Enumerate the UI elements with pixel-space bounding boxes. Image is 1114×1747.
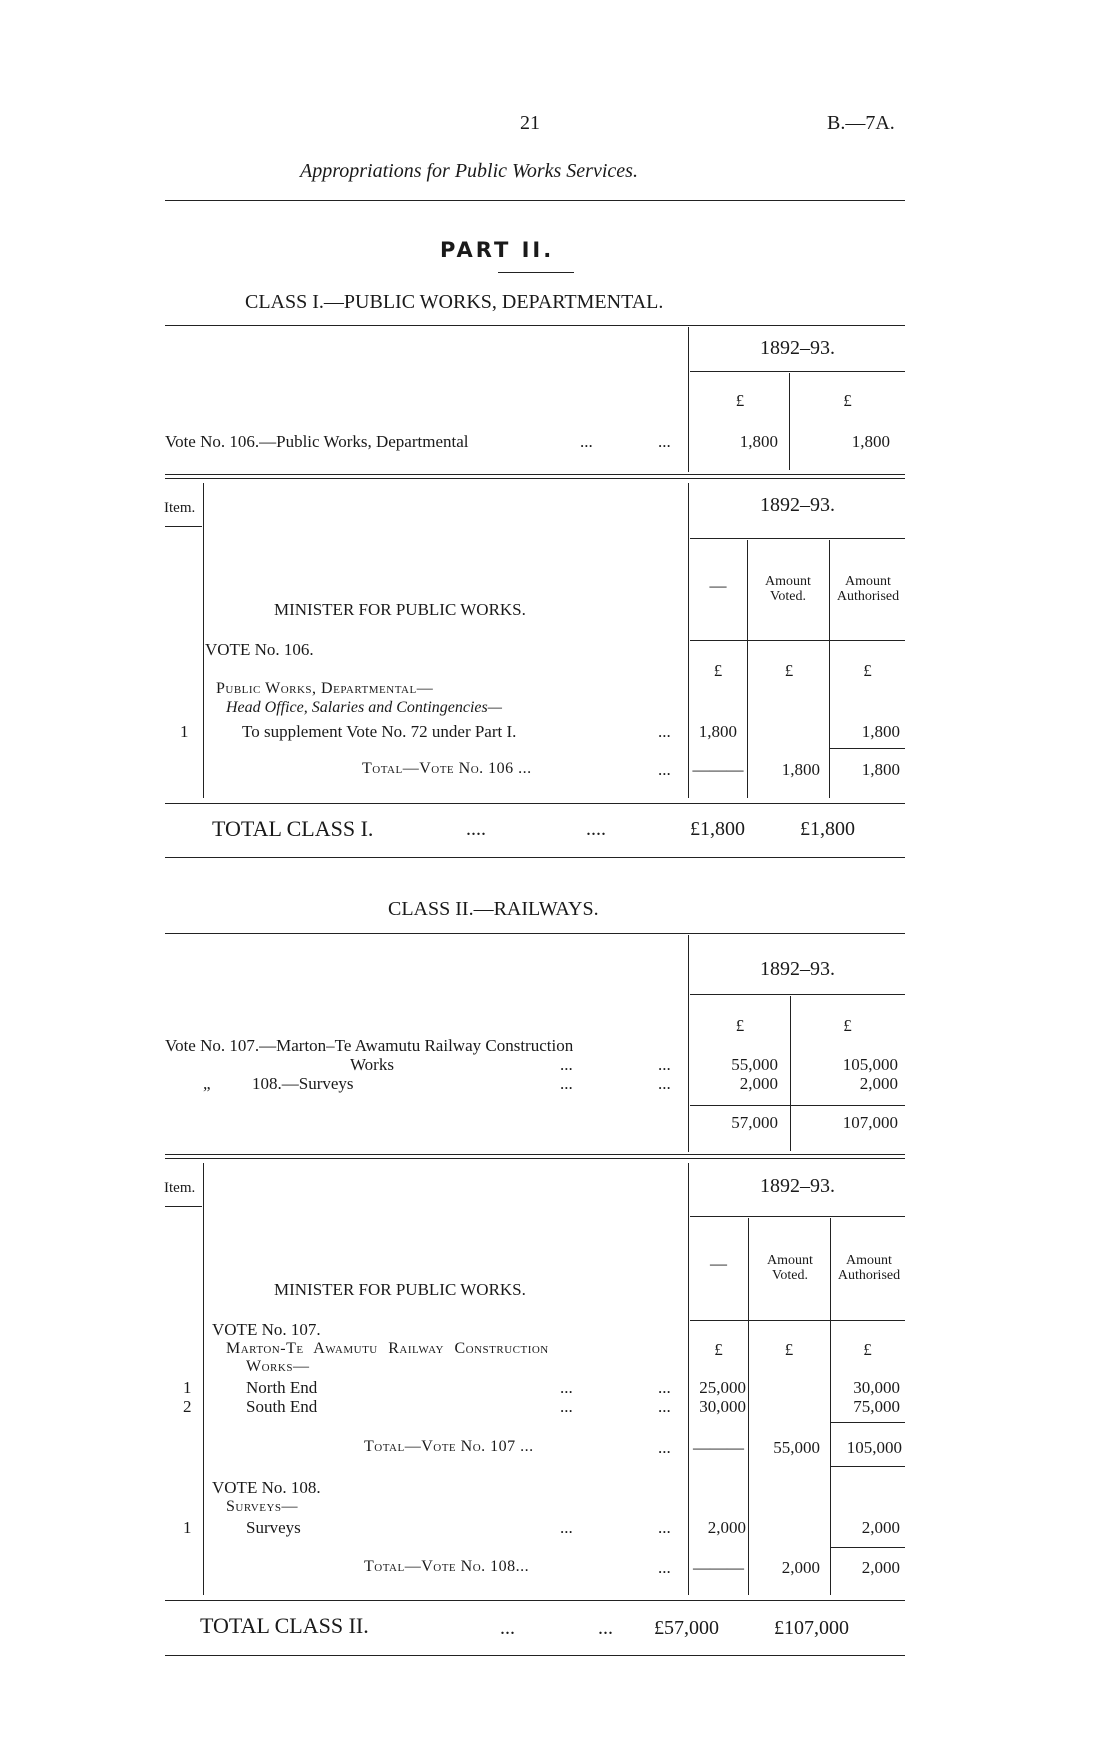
amount-value: 1,800 <box>861 760 900 779</box>
class2-summary-line2: 108.—Surveys <box>252 1074 354 1093</box>
class2-summary-bottom-rule <box>165 1154 905 1159</box>
page-number: 21 <box>520 112 540 134</box>
amount-value: 2,000 <box>861 1558 900 1577</box>
class1-summary-top-rule <box>165 325 905 326</box>
item-description: To supplement Vote No. 72 under Part I. <box>242 722 517 741</box>
amount-column-divider <box>688 483 689 798</box>
column-header-dash: — <box>709 576 727 595</box>
part-underline <box>498 272 574 273</box>
item-number: 1 <box>180 722 189 741</box>
item-header-rule <box>165 1206 202 1207</box>
summary-year-rule <box>690 371 905 372</box>
leader-dots: ... <box>658 1397 671 1416</box>
column-header-amount-authorised: Amount Authorised <box>836 574 900 604</box>
pound-symbol: £ <box>843 391 852 410</box>
class1-summary-label: Vote No. 106.—Public Works, Departmental <box>165 432 469 451</box>
column-header-amount-authorised: Amount Authorised <box>837 1253 901 1283</box>
pound-symbol: £ <box>784 661 794 680</box>
header-rule <box>165 200 905 201</box>
class2-summary-line1: Vote No. 107.—Marton–Te Awamutu Railway Construction <box>165 1036 574 1055</box>
amount-value: 2,000 <box>707 1518 746 1537</box>
total-rule <box>830 1466 905 1467</box>
class2-total-value: £107,000 <box>774 1617 849 1639</box>
pound-symbol: £ <box>843 1016 852 1035</box>
amount-value: 25,000 <box>699 1378 746 1397</box>
item-number: 2 <box>183 1397 192 1416</box>
amount-value: 30,000 <box>853 1378 900 1397</box>
leader-dots: ... <box>580 432 593 451</box>
summary-value: 1,800 <box>739 432 778 451</box>
amount-column-divider <box>688 1163 689 1595</box>
document-reference: B.—7A. <box>827 112 895 134</box>
pound-symbol: £ <box>713 661 723 680</box>
ditto-mark: „ <box>203 1074 211 1093</box>
class2-title: CLASS II.—RAILWAYS. <box>388 898 599 920</box>
summary-sum: 57,000 <box>731 1113 778 1132</box>
class2-summary-year: 1892–93. <box>760 958 835 980</box>
pound-symbol: £ <box>714 1340 723 1359</box>
page-subtitle: Appropriations for Public Works Services. <box>300 160 638 182</box>
leader-dots: ... <box>658 1438 671 1457</box>
item-column-header: Item. <box>164 500 196 516</box>
leader-dots: ... <box>598 1617 613 1639</box>
vote-total-label: Total—Vote No. 106 ... <box>362 760 532 777</box>
summary-year-rule <box>690 994 905 995</box>
column-header-amount-voted: Amount Voted. <box>767 1253 813 1283</box>
pound-symbol: £ <box>735 391 745 410</box>
amount-value: 1,800 <box>781 760 820 779</box>
class2-detail-year: 1892–93. <box>760 1175 835 1197</box>
leader-dots: ... <box>560 1378 573 1397</box>
detail-col-divider-1 <box>748 1218 749 1595</box>
item-description: South End <box>246 1397 318 1416</box>
leader-dots: ... <box>658 1558 671 1577</box>
item-number: 1 <box>183 1378 192 1397</box>
vote-total-label: Total—Vote No. 107 ... <box>364 1438 534 1455</box>
pound-symbol: £ <box>863 1340 872 1359</box>
summary-value: 105,000 <box>842 1055 898 1074</box>
class2-detail-bottom-rule <box>165 1600 905 1601</box>
class1-total-rule <box>165 857 905 858</box>
minister-heading: MINISTER FOR PUBLIC WORKS. <box>274 1280 526 1299</box>
pound-symbol: £ <box>735 1016 745 1035</box>
summary-col-divider <box>789 373 790 470</box>
item-header-rule <box>165 526 202 527</box>
vote-heading: Public Works, Departmental— <box>216 680 434 697</box>
leader-dots: ... <box>658 760 671 779</box>
item-description: North End <box>246 1378 318 1397</box>
total-rule <box>830 1422 905 1423</box>
vote-subheading: Head Office, Salaries and Contingencies— <box>226 699 502 716</box>
total-dash: ——— <box>693 1438 744 1457</box>
class1-title: CLASS I.—PUBLIC WORKS, DEPARTMENTAL. <box>245 291 664 313</box>
summary-divider <box>688 935 689 1152</box>
class2-total-label: TOTAL CLASS II. <box>200 1613 369 1638</box>
item-column-divider <box>203 483 204 798</box>
amount-value: 75,000 <box>853 1397 900 1416</box>
item-column-divider <box>203 1163 204 1595</box>
leader-dots: ... <box>560 1055 573 1074</box>
leader-dots: ... <box>658 722 671 741</box>
total-dash: ——— <box>693 1558 744 1577</box>
leader-dots: ... <box>658 432 671 451</box>
class1-total-value: £1,800 <box>800 818 855 840</box>
leader-dots: ... <box>500 1617 515 1639</box>
vote-total-label: Total—Vote No. 108... <box>364 1558 530 1575</box>
amount-value: 1,800 <box>698 722 737 741</box>
leader-dots: ... <box>560 1397 573 1416</box>
leader-dots: ... <box>658 1378 671 1397</box>
class1-summary-year: 1892–93. <box>760 337 835 359</box>
summary-value: 2,000 <box>739 1074 778 1093</box>
vote-number: VOTE No. 106. <box>205 640 314 659</box>
detail-year-rule <box>690 538 905 539</box>
pound-symbol: £ <box>863 661 872 680</box>
summary-sum: 107,000 <box>842 1113 898 1132</box>
amount-value: 2,000 <box>861 1518 900 1537</box>
leader-dots: ... <box>560 1518 573 1537</box>
vote-heading: Surveys— <box>226 1498 299 1515</box>
column-header-amount-voted: Amount Voted. <box>765 574 811 604</box>
summary-value: 2,000 <box>859 1074 898 1093</box>
summary-value: 1,800 <box>851 432 890 451</box>
summary-divider <box>688 327 689 472</box>
class1-detail-bottom-rule <box>165 803 905 804</box>
class1-total-value: £1,800 <box>690 818 745 840</box>
class2-summary-top-rule <box>165 933 905 934</box>
summary-value: 55,000 <box>731 1055 778 1074</box>
amount-value: 55,000 <box>773 1438 820 1457</box>
leader-dots: ... <box>560 1074 573 1093</box>
amount-value: 1,800 <box>861 722 900 741</box>
class2-summary-line1-cont: Works <box>350 1055 394 1074</box>
minister-heading: MINISTER FOR PUBLIC WORKS. <box>274 600 526 619</box>
vote-number: VOTE No. 107. <box>212 1320 321 1339</box>
leader-dots: ... <box>658 1074 671 1093</box>
total-rule <box>830 1547 905 1548</box>
class1-summary-bottom-rule <box>165 474 905 479</box>
vote-number: VOTE No. 108. <box>212 1478 321 1497</box>
leader-dots: .... <box>466 818 486 840</box>
vote-heading: Marton-Te Awamutu Railway Construction <box>226 1340 549 1357</box>
amount-value: 30,000 <box>699 1397 746 1416</box>
class2-total-rule <box>165 1655 905 1656</box>
total-dash: ——— <box>692 760 744 779</box>
detail-header-rule <box>690 640 905 641</box>
class2-total-value: £57,000 <box>654 1617 719 1639</box>
detail-year-rule <box>690 1216 905 1217</box>
leader-dots: ... <box>658 1055 671 1074</box>
vote-heading-cont: Works— <box>246 1358 310 1375</box>
total-rule <box>830 748 905 749</box>
detail-col-divider-1 <box>747 540 748 798</box>
leader-dots: ... <box>658 1518 671 1537</box>
detail-header-rule <box>690 1320 905 1321</box>
item-column-header: Item. <box>164 1180 196 1196</box>
part-title: PART II. <box>440 238 555 262</box>
amount-value: 105,000 <box>846 1438 902 1457</box>
summary-sum-rule <box>690 1105 905 1106</box>
amount-value: 2,000 <box>781 1558 820 1577</box>
class1-total-label: TOTAL CLASS I. <box>212 816 374 841</box>
class1-detail-year: 1892–93. <box>760 494 835 516</box>
pound-symbol: £ <box>784 1340 794 1359</box>
column-header-dash: — <box>710 1254 727 1273</box>
leader-dots: .... <box>586 818 606 840</box>
item-number: 1 <box>183 1518 192 1537</box>
item-description: Surveys <box>246 1518 301 1537</box>
